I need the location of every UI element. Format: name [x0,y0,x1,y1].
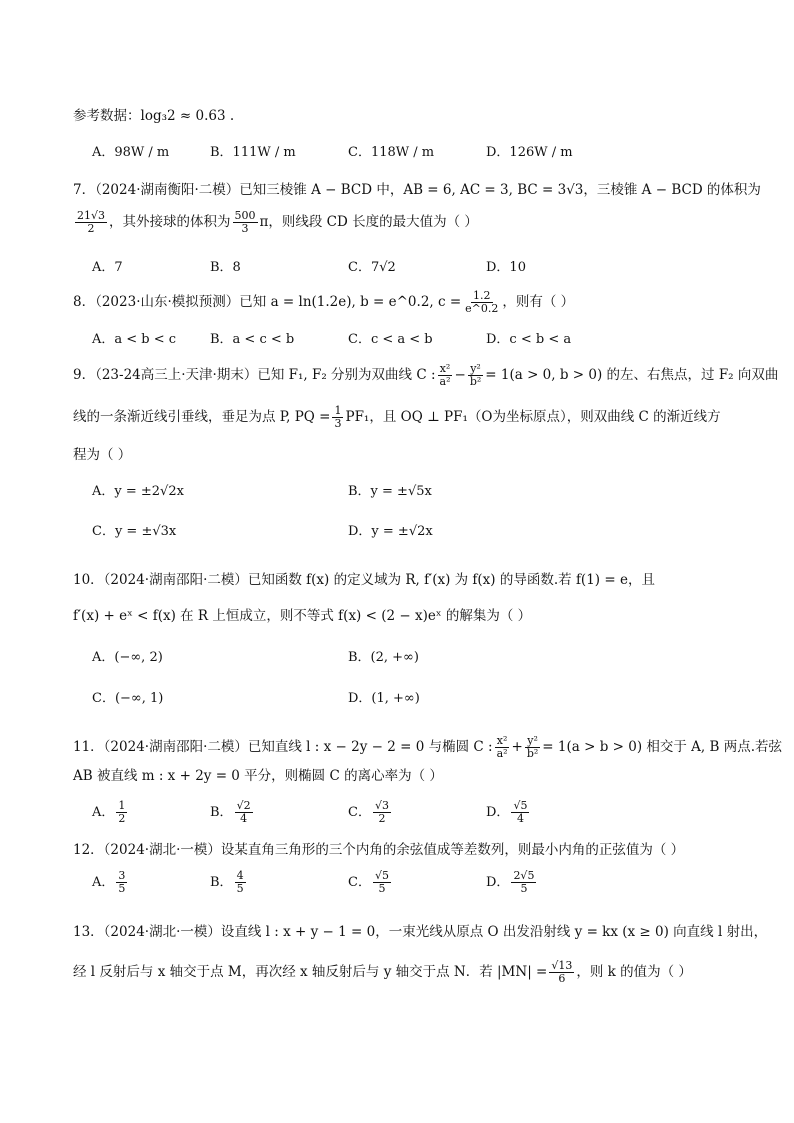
q9-stem-line3: 程为（ ） [73,447,132,463]
q10-option-b: B．(2, +∞) [348,650,419,665]
q11-d-num: √5 [513,799,528,812]
q9-line1-end: = 1(a > 0, b > 0) 的左、右焦点，过 F₂ 向双曲 [485,367,779,383]
q9-y-fraction [468,363,483,388]
q9-line1-start: 9．（23-24高三上·天津·期末）已知 F₁, F₂ 分别为双曲线 C : [73,367,436,383]
q9-y-den: b² [469,375,482,388]
q13-line2-end: ，则 k 的值为（ ） [576,964,692,980]
q7-mid-text: ，其外接球的体积为 [109,214,231,230]
q6-option-d: D．126W / m [486,145,573,160]
q11-x-fraction [495,735,510,760]
q11-a-label: A． [92,805,115,820]
q13-stem-line2 [73,960,692,985]
q11-y-num: y² [527,734,538,747]
reference-data: 参考数据：log₃2 ≈ 0.63 . [73,108,235,124]
q13-mn-num: √13 [551,959,573,972]
q12-option-b [210,870,248,895]
q9-line2-end: PF₁，且 OQ ⊥ PF₁（O为坐标原点），则双曲线 C 的渐近线方 [345,409,721,425]
q12-b-num: 4 [236,869,244,882]
q7-option-c: C．7√2 [348,260,396,275]
q8-option-d: D．c < b < a [486,332,572,347]
q8-option-a: A．a < b < c [92,332,177,347]
q6-option-c: C．118W / m [348,145,435,160]
q12-c-fraction [373,870,391,895]
q11-a-den: 2 [118,812,126,825]
q12-b-fraction [235,870,246,895]
q8-tail-text: ，则有（ ） [502,294,575,310]
q11-b-den: 4 [240,812,248,825]
q12-a-den: 5 [118,882,126,895]
q7-volume-den: 2 [87,222,95,235]
q11-option-a [92,800,129,825]
q9-x-num: x² [439,362,451,375]
q12-b-den: 5 [236,882,244,895]
q7-option-a: A．7 [92,260,123,275]
q8-c-num: 1.2 [473,289,491,302]
q9-third-num: 1 [334,404,342,417]
q11-y-fraction [525,735,540,760]
q10-option-c: C．(−∞, 1) [92,691,164,706]
q12-a-fraction [116,870,127,895]
q9-x-fraction [438,363,453,388]
q12-c-num: √5 [374,869,389,882]
q11-b-num: √2 [236,799,251,812]
q7-sphere-num: 500 [234,209,256,222]
q8-option-c: C．c < a < b [348,332,433,347]
q9-x-den: a² [439,375,451,388]
q7-option-d: D．10 [486,260,526,275]
q7-stem-line1: 7．（2024·湖南衡阳·二模）已知三棱锥 A − BCD 中，AB = 6, AC = 3, BC = 3√3，三棱锥 A − BCD 的体积为 [73,182,761,198]
q13-stem-line1: 13．（2024·湖北·一模）设直线 l : x + y − 1 = 0，一束光线从原点 O 出发沿射线 y = kx (x ≥ 0) 向直线 l 射出， [73,924,768,940]
q12-option-a [92,870,129,895]
q7-volume-num: 21√3 [77,209,106,222]
q7-volume-fraction [75,210,107,235]
q13-mn-fraction [549,960,574,985]
q13-mn-den: 6 [558,972,566,985]
q9-y-num: y² [470,362,481,375]
q11-option-b [210,800,255,825]
q12-option-c [348,870,393,895]
q6-option-b: B．111W / m [210,145,296,160]
q11-option-d [486,800,531,825]
q11-option-c [348,800,393,825]
q9-line2-start: 线的一条渐近线引垂线，垂足为点 P, PQ = [73,409,331,425]
q7-stem-line2 [73,210,478,235]
q11-stem-line1: 11．（2024·湖南邵阳·二模）已知直线 l : x − 2y − 2 = 0 与椭圆 C : $\frac{\text{x²}}{\text{a²}}$ + $\frac{\text{y²}}{\text{b²}}$ = 1(a > b > 0) 相交于 A, B 两点.若弦 [73,734,783,760]
q13-line2-start: 经 l 反射后与 x 轴交于点 M，再次经 x 轴反射后与 y 轴交于点 N．若 |MN| = [73,964,548,980]
q12-d-fraction [511,870,536,895]
q11-c-num: √3 [374,799,389,812]
q11-d-fraction [511,800,529,825]
q7-sphere-fraction [233,210,258,235]
q12-d-label: D． [486,875,510,890]
q9-third-den: 3 [334,417,342,430]
q7-option-b: B．8 [210,260,241,275]
q8-c-den: e^0.2 [465,302,499,315]
q11-b-fraction [235,800,253,825]
q11-c-label: C． [348,805,371,820]
q12-c-label: C． [348,875,371,890]
q10-option-d: D．(1, +∞) [348,691,420,706]
q9-stem-line1: 9．（23-24高三上·天津·期末）已知 F₁, F₂ 分别为双曲线 C : $\frac{\text{x²}}{\text{a²}}$ − $\frac{\text{y²}}{\text{b²}}$ = 1(a > 0, b > 0) 的左、右焦点，过 F₂ 向双曲 [73,362,779,388]
q11-line1-end: = 1(a > b > 0) 相交于 A, B 两点.若弦 [542,739,783,755]
q12-a-num: 3 [118,869,126,882]
q9-stem-line2 [73,405,721,430]
q11-c-fraction [373,800,391,825]
q7-sphere-den: 3 [241,222,249,235]
q12-c-den: 5 [378,882,386,895]
q11-x-num: x² [496,734,508,747]
q11-d-label: D． [486,805,510,820]
q11-x-den: a² [496,747,508,760]
q12-option-d [486,870,538,895]
q8-stem [73,290,574,315]
q11-stem-line2: AB 被直线 m : x + 2y = 0 平分，则椭圆 C 的离心率为（ ） [73,768,443,784]
q11-a-num: 1 [118,799,126,812]
q10-stem-line1: 10．（2024·湖南邵阳·二模）已知函数 f(x) 的定义域为 R, f′(x) 为 f(x) 的导函数.若 f(1) = e，且 [73,572,655,588]
q11-y-den: b² [526,747,539,760]
q10-stem-line2: f′(x) + eˣ < f(x) 在 R 上恒成立，则不等式 f(x) < (2 − x)eˣ 的解集为（ ） [73,608,532,624]
q8-option-b: B．a < c < b [210,332,295,347]
q6-option-a: A．98W / m [92,145,170,160]
q12-d-num: 2√5 [513,869,535,882]
q9-option-d: D．y = ±√2x [348,524,433,539]
q7-tail-text: π，则线段 CD 长度的最大值为（ ） [259,214,478,230]
q11-d-den: 4 [516,812,524,825]
q11-line1-start: 11．（2024·湖南邵阳·二模）已知直线 l : x − 2y − 2 = 0 与椭圆 C : [73,739,493,755]
q10-option-a: A．(−∞, 2) [92,650,163,665]
q8-stem-text: 8．（2023·山东·模拟预测）已知 a = ln(1.2e), b = e^0.2, c = [73,294,462,310]
q12-stem: 12．（2024·湖北·一模）设某直角三角形的三个内角的余弦值成等差数列，则最小内角的正弦值为（ ） [73,842,685,858]
q8-c-fraction [463,290,500,315]
q12-b-label: B． [210,875,233,890]
q12-a-label: A． [92,875,115,890]
q11-b-label: B． [210,805,233,820]
q9-option-a: A．y = ±2√2x [92,484,184,499]
q9-third-fraction [332,405,343,430]
q9-option-c: C．y = ±√3x [92,524,177,539]
q9-option-b: B．y = ±√5x [348,484,432,499]
q11-a-fraction [116,800,127,825]
q12-d-den: 5 [520,882,528,895]
q11-c-den: 2 [378,812,386,825]
